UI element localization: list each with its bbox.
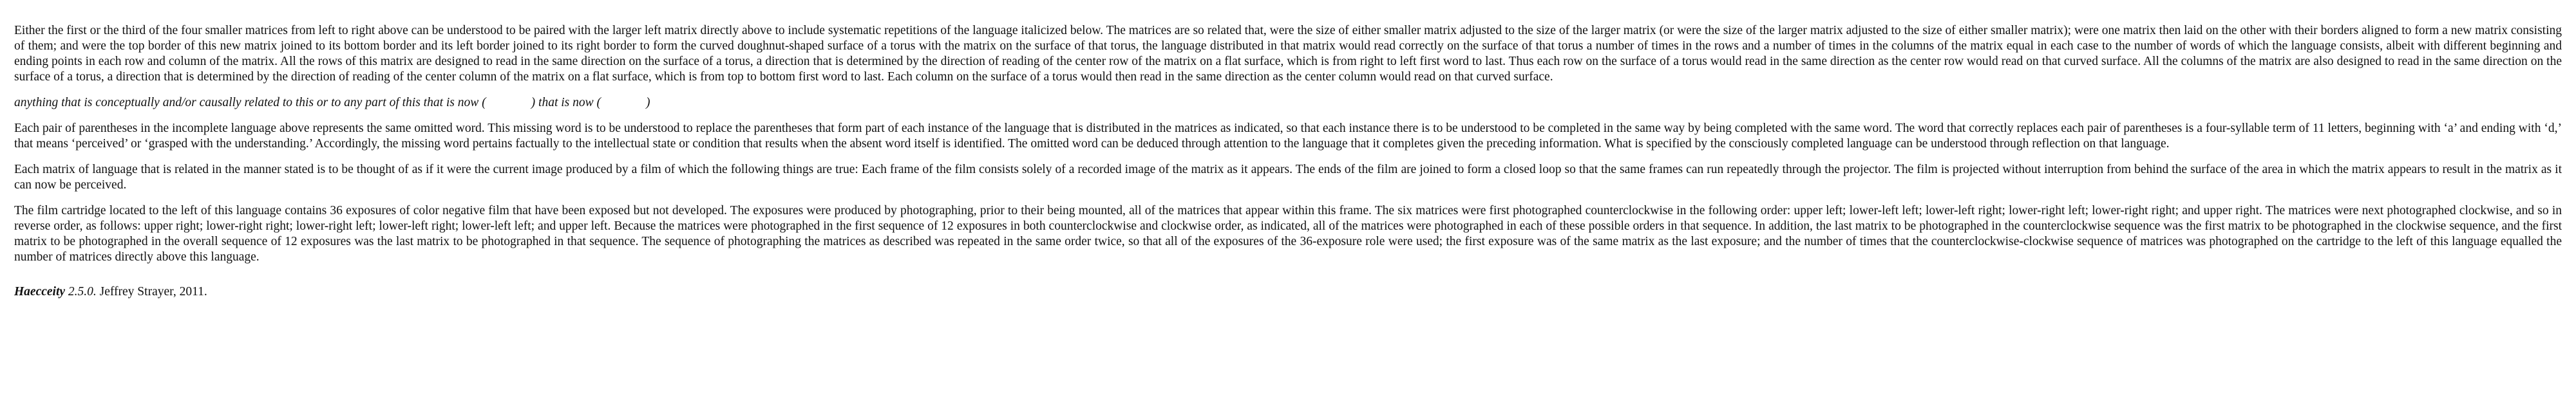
cartridge-paragraph: The film cartridge located to the left of this language contains 36 exposures of color negative film that have been exposed but not developed. The exposures were produced by photographing, prior to their being mounted, all of the matrices that appear within this frame. The six matrices were first photographed counterclockwise in the following order: upper left; lower-left left; lower-left right; lower-right left; lower-right right; and upper right. The matrices were next photographed clockwise, and so in reverse order, as follows: upper right; lower-right right; lower-right left; lower-left right; lower-left left; and upper left. Because the matrices were photographed in the first sequence of 12 exposures in both counterclockwise and clockwise order, as indicated, all of the matrices were photographed in each of these possible orders in that sequence. In addition, the last matrix to be photographed in the counterclockwise sequence was the first matrix to be photographed in the clockwise sequence, and the first matrix to be photographed in the overall sequence of 12 exposures was the last matrix to be photographed in that sequence. The sequence of photographing the matrices as described was repeated in the same order twice, so that all of the exposures of the 36-exposure role were used; the first exposure was of the same matrix as the last exposure; and the number of times that the counterclockwise-clockwise sequence of matrices was photographed on the cartridge to the left of this language equalled the number of matrices directly above this language.	[14, 204, 2562, 264]
language-part-3: )	[646, 96, 650, 109]
work-title: Haecceity	[14, 285, 66, 299]
film-paragraph: Each matrix of language that is related in the manner stated is to be thought of as if it were the current image produced by a film of which the following things are true: Each frame of the film consists solely of a recorded image of the matrix as it appears. The ends of the film are joined to form a closed loop so that the same frames can run repeatedly through the projector. The film is projected without interruption from behind the surface of the area in which the matrix appears to result in the matrix as it can now be perceived.	[14, 163, 2562, 192]
credit-line	[14, 284, 2562, 300]
work-author: Jeffrey Strayer, 2011.	[99, 285, 207, 299]
italicized-language	[14, 95, 2562, 111]
language-part-1: anything that is conceptually and/or causally related to this or to any part of this that is now (	[14, 96, 486, 109]
parentheses-paragraph: Each pair of parentheses in the incomplete language above represents the same omitted word. This missing word is to be understood to replace the parentheses that form part of each instance of the language that is distributed in the matrices as indicated, so that each instance there is to be understood to be completed in the same way by being completed with the same word. The word that correctly replaces each pair of parentheses is a four-syllable term of 11 letters, beginning with ‘a’ and ending with ‘d,’ that means ‘perceived’ or ‘grasped with the understanding.’ Accordingly, the missing word pertains factually to the intellectual state or condition that results when the absent word itself is identified. The omitted word can be deduced through attention to the language that it completes given the preceding information. What is specified by the consciously completed language can be understood through reflection on that language.	[14, 122, 2562, 151]
intro-paragraph: Either the first or the third of the four smaller matrices from left to right above can be understood to be paired with the larger left matrix directly above to include systematic repetitions of the language italicized below. The matrices are so related that, were the size of either smaller matrix adjusted to the size of the larger matrix (or were the size of the larger matrix adjusted to the size of either smaller matrix); were one matrix then laid on the other with their borders aligned to form a new matrix consisting of them; and were the top border of this new matrix joined to its bottom border and its left border joined to its right border to form the curved doughnut-shaped surface of a torus with the matrix on the surface of that torus, the language distributed in that matrix would read correctly on the surface of that torus a number of times in the rows and a number of times in the columns of the matrix equal in each case to the number of words of which the language consists, albeit with different beginning and ending points in each row and column of the matrix. All the rows of this matrix are designed to read in the same direction on the surface of a torus, a direction that is determined by the direction of reading of the center row of the matrix on a flat surface, which is from right to left first word to last. Thus each row on the surface of a torus would read in the same direction as the center row would read on that curved surface. All the columns of the matrix are also designed to read in the same direction on the surface of a torus, a direction that is determined by the direction of reading of the center column of the matrix on a flat surface, which is from top to bottom first word to last. Each column on the surface of a torus would then read in the same direction as the center column would read on that curved surface.	[14, 24, 2562, 84]
language-part-2: ) that is now (	[531, 96, 601, 109]
work-version: 2.5.0.	[68, 285, 97, 299]
document-page	[14, 23, 2562, 300]
